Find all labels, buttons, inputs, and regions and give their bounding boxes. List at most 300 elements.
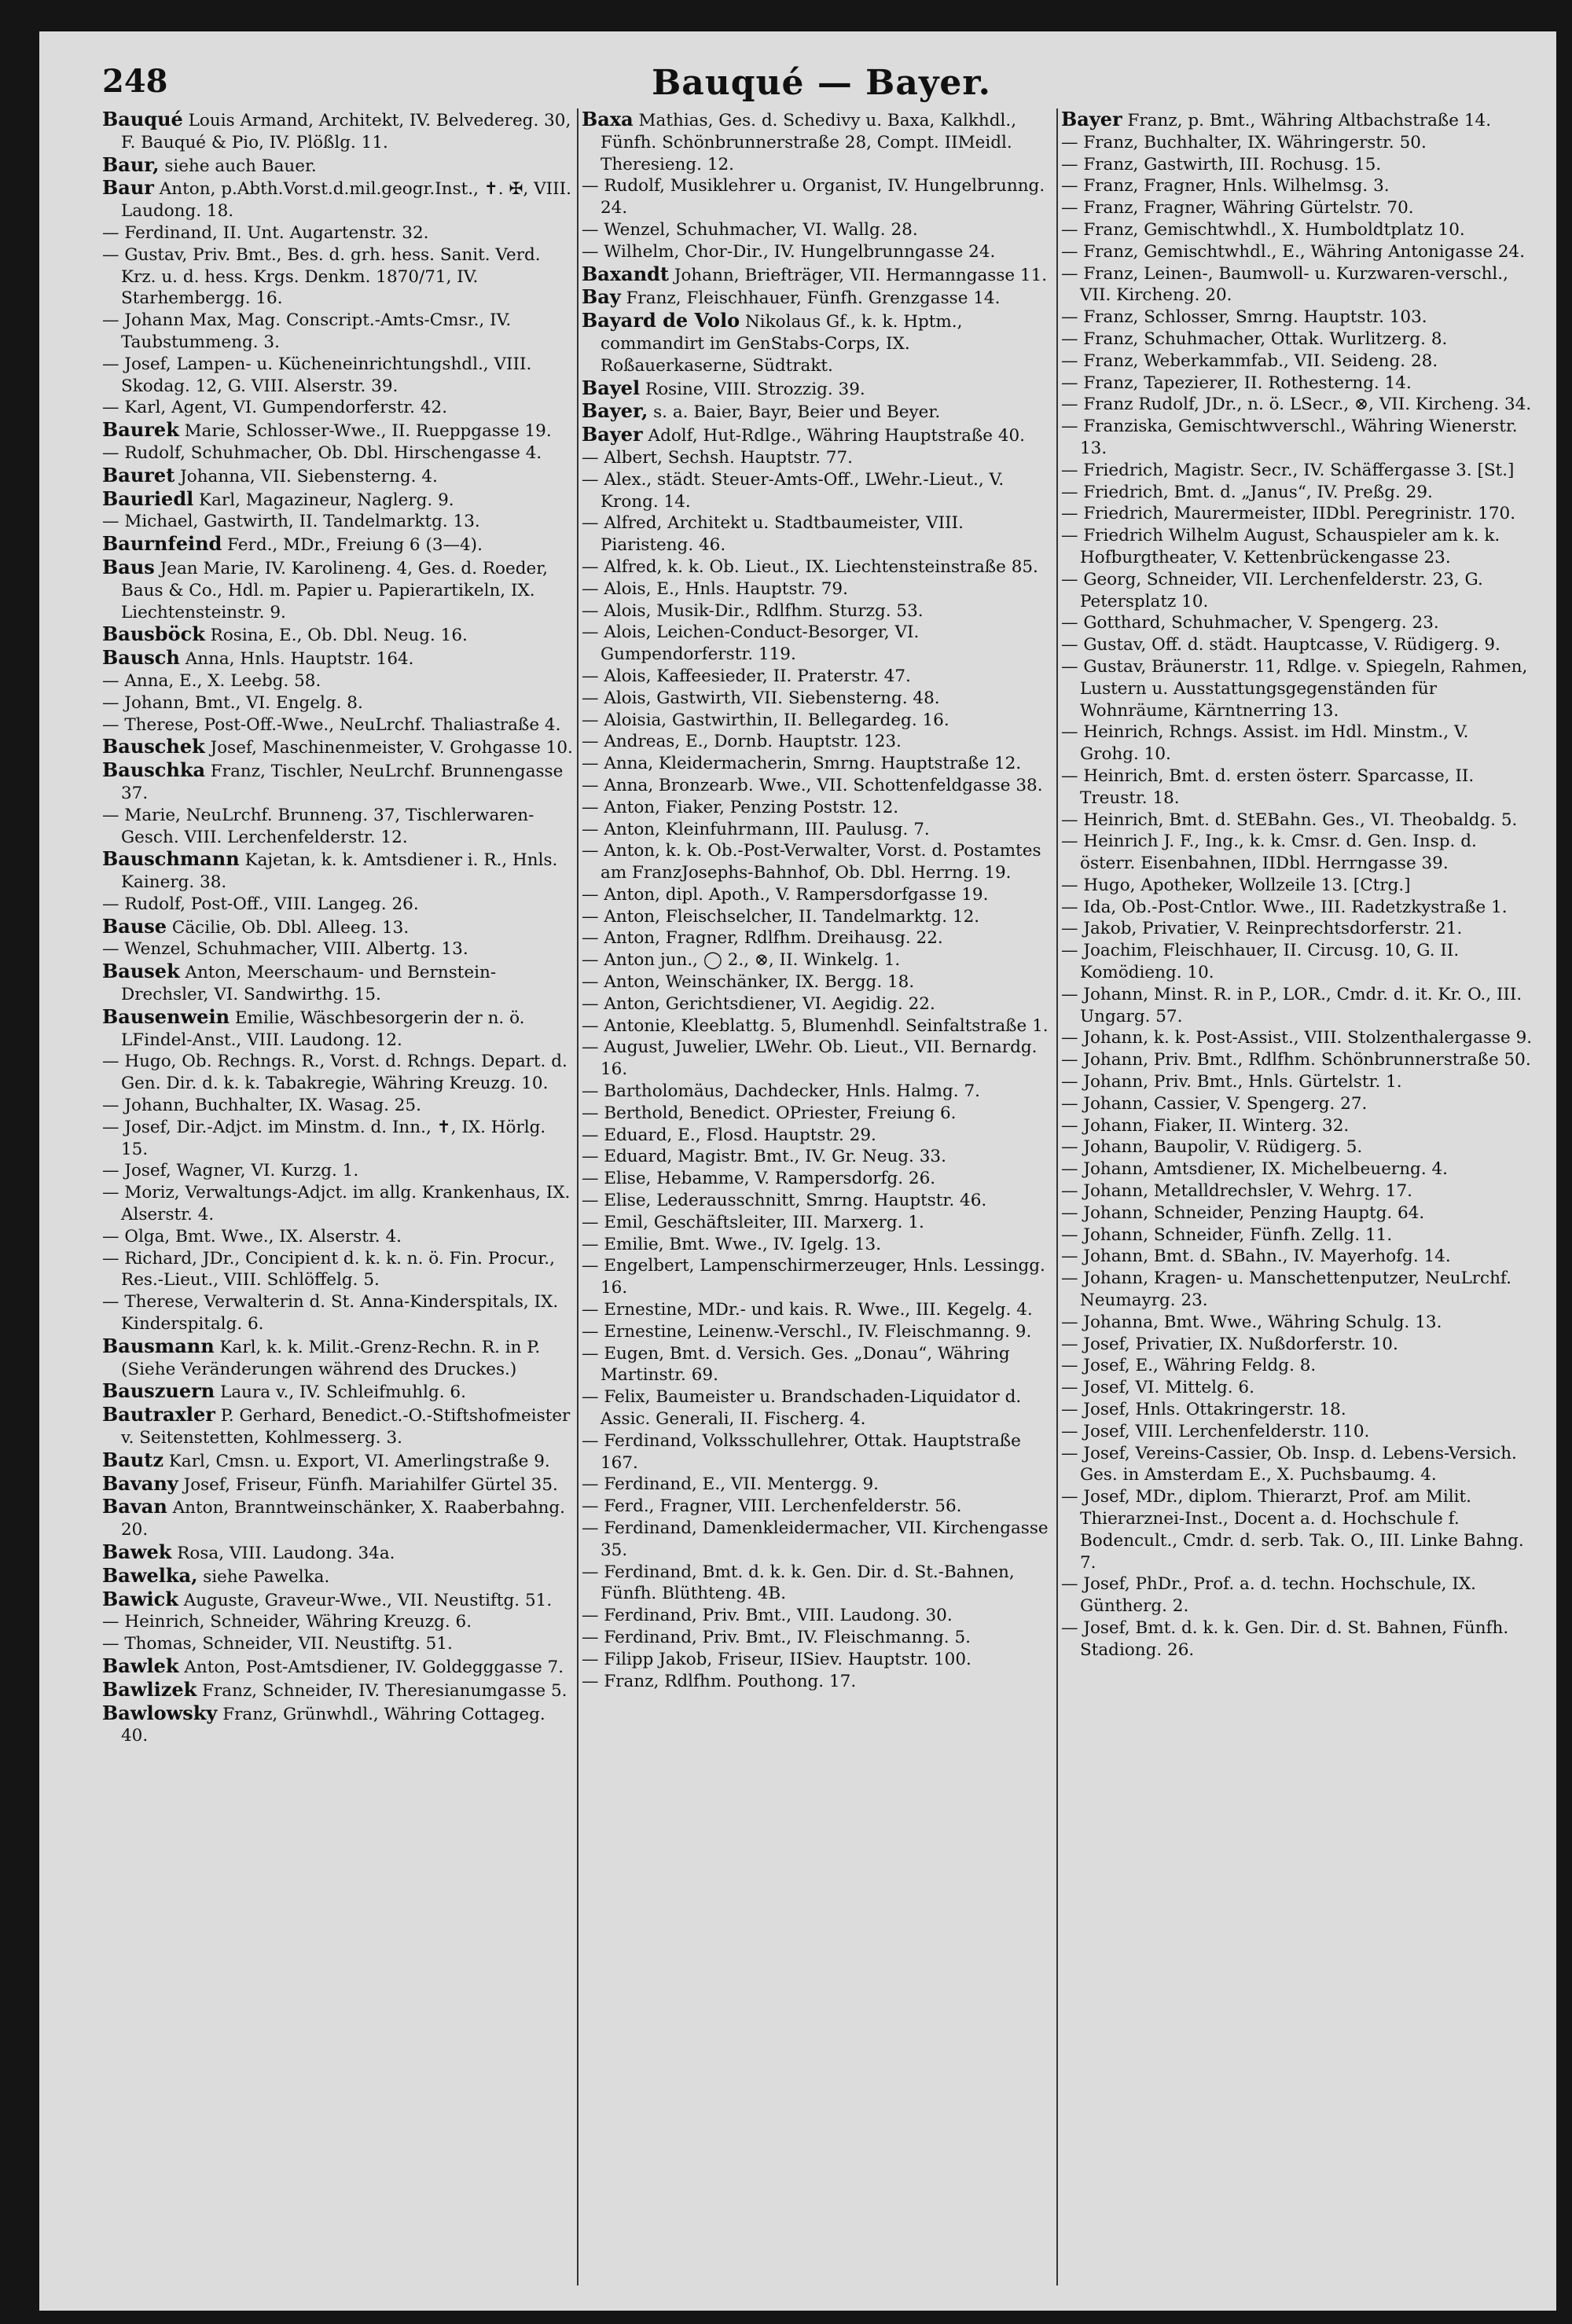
entry-text: s. a. Baier, Bayr, Beier und Beyer. [648,402,941,423]
entry-surname: Bayer [1061,108,1122,130]
entry-text: Laura v., IV. Schleifmuhlg. 6. [215,1382,466,1403]
directory-entry [1061,263,1533,307]
directory-entry [582,710,1053,732]
entry-text: — Franziska, Gemischtwverschl., Währing Wienerstr. 13. [1061,417,1518,458]
entry-text: — Aloisia, Gastwirthin, II. Bellegardeg. 16. [582,710,949,730]
entry-text: — Wilhelm, Chor-Dir., IV. Hungelbrunngasse 24. [582,241,996,262]
directory-entry [1061,351,1533,373]
column-middle [582,108,1053,2285]
entry-surname: Bawlizek [102,1677,197,1701]
entry-text: — Josef, MDr., diplom. Thierarzt, Prof. am Milit. Thierarznei-Inst., Docent a. d. Hochschule f. Bodencult., Cmdr. d. serb. Tak. O., III. Linke Bahng. 7. [1061,1487,1524,1573]
entry-text: — Johann, Bmt., VI. Engelg. 8. [102,692,363,713]
entry-text: — Albert, Sechsh. Hauptstr. 77. [582,447,853,468]
directory-entry [1061,1136,1533,1158]
directory-entry [102,647,574,670]
directory-entry [582,1103,1053,1125]
directory-entry [582,775,1053,797]
directory-entry [1061,503,1533,525]
directory-entry [102,1006,574,1052]
entry-text: P. Gerhard, Benedict.-O.-Stiftshofmeister v. Seitenstetten, Kohlmesserg. 3. [121,1406,571,1448]
directory-entry [1061,569,1533,613]
directory-entry [582,1474,1053,1496]
entry-text: — Friedrich, Bmt. d. „Janus“, IV. Preßg. 29. [1061,482,1433,502]
entry-text: — Josef, PhDr., Prof. a. d. techn. Hochschule, IX. Güntherg. 2. [1061,1574,1476,1617]
directory-entry [582,286,1053,310]
entry-text: Anton, p.Abth.Vorst.d.mil.geogr.Inst., ✝. ✠, VIII. Laudong. 18. [121,179,571,222]
entry-surname: Bauret [102,463,175,486]
entry-text: — Johann, Schneider, Penzing Hauptg. 64. [1061,1202,1425,1223]
entry-surname: Bautraxler [102,1403,215,1426]
entry-surname: Bause [102,914,167,938]
directory-entry [1061,721,1533,765]
entry-text: Anton, Meerschaum- und Bernstein-Drechsler, VI. Sandwirthg. 15. [121,963,497,1005]
entry-text: — Josef, Wagner, VI. Kurzg. 1. [102,1161,359,1181]
entry-surname: Bautz [102,1448,163,1471]
entry-text: — Ferdinand, II. Unt. Augartenstr. 32. [102,222,429,243]
directory-entry [1061,1421,1533,1443]
directory-entry [1061,394,1533,416]
entry-surname: Bavan [102,1495,167,1518]
entry-text: Cäcilie, Ob. Dbl. Alleeg. 13. [167,917,410,938]
directory-entry [1061,525,1533,569]
directory-entry [102,805,574,849]
entry-text: Nikolaus Gf., k. k. Hptm., commandirt im GenStabs-Corps, IX. Roßauerkaserne, Südtrakt. [601,312,963,376]
directory-entry [582,1190,1053,1212]
entry-text: — Alois, Kaffeesieder, II. Praterstr. 47. [582,666,911,686]
entry-text: — Franz, Gemischtwhdl., X. Humboldtplatz 10. [1061,219,1465,240]
directory-entry [1061,765,1533,810]
directory-entry [102,1404,574,1449]
entry-text: — Josef, Dir.-Adjct. im Minstm. d. Inn., ✝, IX. Hörlg. 15. [102,1117,546,1159]
directory-entry [1061,373,1533,395]
entry-surname: Bawlek [102,1654,179,1677]
directory-entry [1061,329,1533,351]
entry-text: Mathias, Ges. d. Schedivy u. Baxa, Kalkhdl., Fünfh. Schönbrunnerstraße 28, Compt. IIMeidl. Theresieng. 12. [601,111,1017,174]
page-header [102,63,1541,110]
entry-text: Anton, Post-Amtsdiener, IV. Goldegggasse 7. [178,1657,564,1677]
directory-entry [1061,1246,1533,1268]
entry-text: — Heinrich J. F., Ing., k. k. Cmsr. d. Gen. Insp. d. österr. Eisenbahnen, IIDbl. Herrngasse 39. [1061,832,1477,874]
entry-text: — Antonie, Kleeblattg. 5, Blumenhdl. Seinfaltstraße 1. [582,1015,1049,1036]
directory-entry [102,1565,574,1588]
entry-text: — Anna, Bronzearb. Wwe., VII. Schottenfeldgasse 38. [582,775,1043,795]
entry-text: — Rudolf, Schuhmacher, Ob. Dbl. Hirschengasse 4. [102,442,542,463]
directory-entry [102,397,574,419]
directory-entry [582,377,1053,401]
entry-text: — Gustav, Off. d. städt. Hauptcasse, V. Rüdigerg. 9. [1061,635,1500,655]
directory-entry [582,578,1053,600]
directory-entry [582,400,1053,424]
directory-entry [102,1702,574,1748]
entry-text: — Josef, Bmt. d. k. k. Gen. Dir. d. St. Bahnen, Fünfh. Stadiong. 26. [1061,1617,1509,1660]
entry-text: — Ferd., Fragner, VIII. Lerchenfelderstr. 56. [582,1496,962,1517]
directory-entry [1061,307,1533,329]
directory-entry [1061,219,1533,241]
directory-entry [582,1255,1053,1299]
entry-text: Kajetan, k. k. Amtsdiener i. R., Hnls. Kainerg. 38. [121,850,558,893]
column-right [1061,108,1533,2285]
entry-text: — Emil, Geschäftsleiter, III. Marxerg. 1. [582,1212,924,1232]
entry-text: Adolf, Hut-Rdlge., Währing Hauptstraße 40. [642,426,1026,446]
entry-text: Auguste, Graveur-Wwe., VII. Neustiftg. 51. [178,1590,553,1610]
entry-text: — August, Juwelier, LWehr. Ob. Lieut., VII. Bernardg. 16. [582,1037,1038,1080]
directory-entry [582,1168,1053,1190]
directory-entry [1061,1617,1533,1661]
entry-text: — Johanna, Bmt. Wwe., Währing Schulg. 13. [1061,1312,1442,1332]
directory-entry [1061,1268,1533,1312]
directory-entry [582,906,1053,928]
entry-text: — Alois, Leichen-Conduct-Besorger, VI. Gumpendorferstr. 119. [582,622,920,665]
directory-entry [582,219,1053,241]
directory-entry [102,1588,574,1612]
directory-entry [1061,1334,1533,1356]
directory-page [39,31,1556,2311]
directory-entry [102,692,574,714]
entry-text: Johanna, VII. Siebensterng. 4. [174,466,438,486]
entry-text: — Michael, Gastwirth, II. Tandelmarktg. 13. [102,512,480,532]
entry-text: — Franz, Leinen-, Baumwoll- u. Kurzwaren-verschl., VII. Kircheng. 20. [1061,263,1508,306]
entry-text: — Josef, Vereins-Cassier, Ob. Insp. d. Lebens-Versich. Ges. in Amsterdam E., X. Puchsbaumg. 4. [1061,1443,1517,1485]
directory-entry [1061,612,1533,634]
directory-entry [1061,1399,1533,1421]
entry-surname: Bavany [102,1471,178,1495]
directory-entry [582,447,1053,469]
entry-text: — Franz, Gemischtwhdl., E., Währing Antonigasse 24. [1061,241,1526,262]
directory-entry [582,424,1053,447]
directory-entry [582,310,1053,376]
directory-entry [582,1212,1053,1234]
entry-text: — Franz Rudolf, JDr., n. ö. LSecr., ⊗, VII. Kircheng. 34. [1061,395,1532,415]
entry-text: — Heinrich, Rchngs. Assist. im Hdl. Minstm., V. Grohg. 10. [1061,722,1469,765]
entry-surname: Bayel [582,376,641,399]
entry-text: Karl, k. k. Milit.-Grenz-Rechn. R. in P. (Siehe Veränderungen während des Druckes.) [121,1337,541,1379]
directory-entry [102,894,574,916]
directory-entry [1061,656,1533,721]
directory-entry [1061,1224,1533,1246]
directory-entry [582,688,1053,710]
directory-entry [1061,940,1533,984]
page-number: 248 [102,63,168,100]
entry-surname: Bayer [582,423,643,446]
entry-surname: Bauszuern [102,1379,215,1403]
directory-entry [102,488,574,512]
directory-entry [582,927,1053,949]
entry-text: — Friedrich, Maurermeister, IIDbl. Peregrinistr. 170. [1061,504,1516,524]
directory-entry [1061,1202,1533,1224]
entry-surname: Bausmann [102,1334,215,1357]
directory-entry [1061,1443,1533,1487]
entry-surname: Bawick [102,1587,178,1610]
entry-text: — Ferdinand, Bmt. d. k. k. Gen. Dir. d. St.-Bahnen, Fünfh. Blüthteng. 4B. [582,1562,1015,1604]
entry-surname: Bausenwein [102,1004,230,1028]
directory-entry [582,797,1053,819]
entry-text: — Elise, Hebamme, V. Rampersdorfg. 26. [582,1169,936,1189]
directory-entry [1061,1312,1533,1334]
directory-entry [1061,1573,1533,1617]
directory-entry [582,1125,1053,1147]
entry-text: Franz, Grünwhdl., Währing Cottageg. 40. [121,1704,545,1746]
entry-surname: Bauriedl [102,486,194,510]
entry-text: — Franz, Fragner, Währing Gürtelstr. 70. [1061,198,1414,218]
directory-entry [582,949,1053,971]
entry-text: — Alfred, k. k. Ob. Lieut., IX. Liechtensteinstraße 85. [582,556,1038,577]
entry-text: — Wenzel, Schuhmacher, VI. Wallg. 28. [582,219,918,240]
entry-text: Johann, Briefträger, VII. Hermanngasse 11. [669,265,1048,285]
directory-entry [102,154,574,178]
entry-text: Josef, Maschinenmeister, V. Grohgasse 10. [204,738,573,758]
entry-surname: Bawelka, [102,1563,198,1587]
entry-text: — Heinrich, Bmt. d. StEBahn. Ges., VI. Theobaldg. 5. [1061,810,1518,830]
entry-text: — Johann, Priv. Bmt., Rdlfhm. Schönbrunnerstraße 50. [1061,1050,1531,1070]
directory-entry [582,600,1053,622]
entry-text: — Marie, NeuLrchf. Brunneng. 37, Tischlerwaren-Gesch. VIII. Lerchenfelderstr. 12. [102,805,534,847]
entry-surname: Baxandt [582,262,670,285]
directory-entry [582,819,1053,841]
directory-entry [102,623,574,647]
entry-text: — Johann, Kragen- u. Manschettenputzer, NeuLrchf. Neumayrg. 23. [1061,1268,1511,1311]
entry-surname: Bayer, [582,399,648,423]
entry-text: — Franz, Tapezierer, II. Rothesterng. 14. [1061,373,1412,393]
directory-entry [102,1473,574,1496]
directory-entry [582,1671,1053,1693]
entry-text: — Ernestine, Leinenw.-Verschl., IV. Fleischmanng. 9. [582,1321,1032,1342]
directory-entry [582,731,1053,753]
entry-text: — Therese, Post-Off.-Wwe., NeuLrchf. Thaliastraße 4. [102,714,561,735]
entry-text: — Johann, Bmt. d. SBahn., IV. Mayerhofg. 14. [1061,1246,1451,1267]
entry-surname: Bayard de Volo [582,309,740,332]
directory-entry [582,993,1053,1015]
directory-entry [582,1430,1053,1474]
entry-text: Anton, Branntweinschänker, X. Raaberbahng. 20. [121,1498,566,1540]
entry-text: — Gustav, Bräunerstr. 11, Rdlge. v. Spiegeln, Rahmen, Lustern u. Ausstattungsgegenständen für Wohnräume, Kärntnerring 13. [1061,656,1528,721]
entry-text: — Johann, Cassier, V. Spengerg. 27. [1061,1093,1368,1114]
entry-text: — Therese, Verwalterin d. St. Anna-Kinderspitals, IX. Kinderspitalg. 6. [102,1292,559,1335]
entry-text: — Alois, Gastwirth, VII. Siebensterng. 48. [582,688,940,708]
directory-entry [1061,1115,1533,1137]
directory-entry [1061,460,1533,482]
directory-entry [1061,1093,1533,1115]
entry-text: — Engelbert, Lampenschirmerzeuger, Hnls. Lessingg. 16. [582,1256,1045,1298]
directory-entry [582,1649,1053,1671]
directory-entry [102,177,574,222]
entry-text: — Alex., städt. Steuer-Amts-Off., LWehr.-Lieut., V. Krong. 14. [582,469,1005,512]
entry-text: — Eduard, E., Flosd. Hauptstr. 29. [582,1125,876,1145]
directory-entry [1061,875,1533,897]
directory-entry [102,1182,574,1226]
entry-text: — Hugo, Apotheker, Wollzeile 13. [Ctrg.] [1061,875,1411,895]
entry-text: — Friedrich Wilhelm August, Schauspieler am k. k. Hofburgtheater, V. Kettenbrückengasse 23. [1061,526,1500,567]
directory-entry [582,1234,1053,1256]
entry-text: — Friedrich, Magistr. Secr., IV. Schäffergasse 3. [St.] [1061,460,1515,480]
entry-text: — Elise, Lederausschnitt, Smrng. Hauptstr. 46. [582,1191,987,1211]
directory-entry [1061,634,1533,656]
entry-text: Karl, Magazineur, Naglerg. 9. [193,490,454,510]
entry-text: — Anna, E., X. Leebg. 58. [102,670,321,691]
directory-entry [1061,108,1533,132]
entry-text: — Anton jun., ◯ 2., ⊗, II. Winkelg. 1. [582,950,901,971]
directory-entry [102,1380,574,1404]
entry-text: — Franz, Rdlfhm. Pouthong. 17. [582,1671,857,1691]
entry-text: — Bartholomäus, Dachdecker, Hnls. Halmg. 7. [582,1081,980,1102]
directory-entry [102,511,574,533]
directory-entry [102,736,574,759]
directory-entry [582,1321,1053,1343]
entry-surname: Bausch [102,646,180,670]
directory-entry [582,1627,1053,1649]
entry-text: — Olga, Bmt. Wwe., IX. Alserstr. 4. [102,1226,402,1246]
directory-entry [582,1518,1053,1562]
entry-text: — Josef, E., Währing Feldg. 8. [1061,1356,1317,1376]
entry-text: Rosine, VIII. Strozzig. 39. [640,379,865,399]
entry-surname: Bay [582,285,621,309]
entry-text: — Georg, Schneider, VII. Lerchenfelderstr. 23, G. Petersplatz 10. [1061,569,1483,611]
entry-surname: Bawek [102,1540,172,1563]
directory-entry [102,108,574,154]
entry-text: Rosina, E., Ob. Dbl. Neug. 16. [204,626,468,646]
entry-surname: Baur, [102,152,160,176]
entry-text: — Anton, Fiaker, Penzing Poststr. 12. [582,797,899,817]
entry-text: — Johann, Buchhalter, IX. Wasag. 25. [102,1096,421,1116]
directory-entry [1061,1355,1533,1377]
entry-text: — Josef, Privatier, IX. Nußdorferstr. 10. [1061,1334,1398,1354]
directory-entry [102,244,574,310]
entry-text: siehe Pawelka. [197,1566,330,1587]
entry-text: — Ferdinand, Priv. Bmt., VIII. Laudong. 30. [582,1606,953,1626]
entry-text: — Alfred, Architekt u. Stadtbaumeister, VIII. Piaristeng. 46. [582,513,964,556]
entry-text: — Ferdinand, Volksschullehrer, Ottak. Hauptstraße 167. [582,1430,1021,1473]
directory-entry [102,1449,574,1473]
directory-entry [102,222,574,244]
directory-entry [1061,154,1533,176]
directory-entry [102,1051,574,1095]
entry-surname: Bauschmann [102,847,240,871]
entry-text: — Anton, Fleischselcher, II. Tandelmarktg. 12. [582,906,980,927]
directory-entry [102,533,574,556]
directory-entry [582,469,1053,513]
directory-entry [102,759,574,805]
directory-entry [102,1160,574,1182]
entry-text: Louis Armand, Architekt, IV. Belvedereg. 30, F. Bauqué & Pio, IV. Plößlg. 11. [121,111,571,152]
directory-entry [582,622,1053,666]
entry-text: — Josef, VI. Mittelg. 6. [1061,1378,1254,1398]
directory-entry [582,840,1053,884]
entry-text: — Filipp Jakob, Friseur, IISiev. Hauptstr. 100. [582,1649,971,1669]
entry-text: — Moriz, Verwaltungs-Adjct. im allg. Krankenhaus, IX. Alserstr. 4. [102,1183,571,1225]
entry-text: Jean Marie, IV. Karolineng. 4, Ges. d. Roeder, Baus & Co., Hdl. m. Papier u. Papierartikeln, IX. Liechtensteinstr. 9. [121,558,548,622]
entry-text: — Anton, dipl. Apoth., V. Rampersdorfgasse 19. [582,884,989,905]
entry-text: — Josef, Lampen- u. Kücheneinrichtungshdl., VIII. Skodag. 12, G. VIII. Alserstr. 39. [102,354,532,396]
directory-entry [1061,918,1533,940]
directory-entry [102,354,574,398]
entry-text: Franz, Tischler, NeuLrchf. Brunnengasse 37. [121,762,564,803]
directory-entry [1061,1180,1533,1202]
entry-text: — Johann, k. k. Post-Assist., VIII. Stolzenthalergasse 9. [1061,1028,1533,1048]
directory-entry [582,1496,1053,1518]
directory-entry [1061,132,1533,154]
entry-text: siehe auch Bauer. [159,156,317,176]
entry-text: — Ernestine, MDr.- und kais. R. Wwe., III. Kegelg. 4. [582,1300,1033,1320]
directory-entry [102,419,574,442]
directory-entry [102,1633,574,1655]
entry-text: — Thomas, Schneider, VII. Neustiftg. 51. [102,1634,453,1654]
entry-text: — Anton, Gerichtsdiener, VI. Aegidig. 22. [582,993,935,1014]
directory-entry [102,1655,574,1679]
directory-entry [102,464,574,488]
entry-surname: Baur [102,176,154,200]
entry-text: Marie, Schlosser-Wwe., II. Rueppgasse 19. [178,421,552,442]
entry-text: — Heinrich, Schneider, Währing Kreuzg. 6. [102,1612,472,1632]
directory-entry [582,1343,1053,1387]
entry-text: — Johann, Schneider, Fünfh. Zellg. 11. [1061,1224,1393,1245]
entry-text: — Jakob, Privatier, V. Reinprechtsdorferstr. 21. [1061,919,1463,939]
directory-entry [102,1611,574,1633]
directory-entry [582,512,1053,556]
entry-text: — Hugo, Ob. Rechngs. R., Vorst. d. Rchngs. Depart. d. Gen. Dir. d. k. k. Tabakregie, Währing Kreuzg. 10. [102,1052,567,1094]
directory-entry [102,1095,574,1117]
column-left [102,108,574,2285]
directory-entry [102,1335,574,1381]
directory-entry [102,1541,574,1565]
entry-text: — Andreas, E., Dornb. Hauptstr. 123. [582,732,902,752]
directory-entry [582,1037,1053,1081]
entry-text: — Anton, Kleinfuhrmann, III. Paulusg. 7. [582,819,930,839]
entry-text: Franz, Schneider, IV. Theresianumgasse 5. [196,1680,567,1701]
entry-surname: Bausek [102,960,180,983]
directory-entry [582,1081,1053,1103]
directory-entry [1061,482,1533,504]
directory-entry [102,714,574,736]
entry-surname: Baurek [102,418,179,442]
directory-entry [102,1248,574,1292]
directory-entry [102,1226,574,1248]
entry-text: — Gustav, Priv. Bmt., Bes. d. grh. hess. Sanit. Verd. Krz. u. d. hess. Krgs. Denkm. 1870/71, IV. Starhembergg. 16. [102,244,541,309]
directory-entry [582,1146,1053,1168]
directory-entry [582,1015,1053,1037]
directory-entry [582,1562,1053,1606]
directory-entry [1061,416,1533,460]
directory-entry [582,884,1053,906]
entry-text: — Anton, k. k. Ob.-Post-Verwalter, Vorst. d. Postamtes am FranzJosephs-Bahnhof, Ob. Dbl. Herrng. 19. [582,841,1041,883]
directory-entry [102,916,574,939]
entry-text: — Eduard, Magistr. Bmt., IV. Gr. Neug. 33. [582,1147,946,1167]
directory-entry [1061,241,1533,263]
directory-entry [582,1386,1053,1430]
directory-entry [1061,1158,1533,1180]
entry-text: — Franz, Schlosser, Smrng. Hauptstr. 103. [1061,307,1427,328]
directory-entry [102,670,574,692]
entry-surname: Baus [102,555,155,578]
entry-text: — Ida, Ob.-Post-Cntlor. Wwe., III. Radetzkystraße 1. [1061,897,1508,917]
directory-entry [1061,1027,1533,1049]
entry-text: — Berthold, Benedict. OPriester, Freiung 6. [582,1103,957,1123]
entry-text: — Johann, Amtsdiener, IX. Michelbeuerng. 4. [1061,1159,1449,1180]
directory-entry [1061,831,1533,875]
entry-surname: Baxa [582,108,634,130]
entry-text: — Ferdinand, Damenkleidermacher, VII. Kirchengasse 35. [582,1518,1049,1560]
entry-text: Franz, Fleischhauer, Fünfh. Grenzgasse 14. [620,288,1001,309]
entry-text: — Anton, Fragner, Rdlfhm. Dreihausg. 22. [582,928,943,949]
entry-surname: Bauschka [102,758,206,782]
entry-text: — Johann, Fiaker, II. Winterg. 32. [1061,1115,1350,1136]
entry-text: — Heinrich, Bmt. d. ersten österr. Sparcasse, II. Treustr. 18. [1061,765,1475,808]
directory-entry [102,1291,574,1335]
directory-entry [102,960,574,1006]
entry-text: — Johann Max, Mag. Conscript.-Amts-Cmsr., IV. Taubstummeng. 3. [102,310,512,352]
entry-text: — Wenzel, Schuhmacher, VIII. Albertg. 13. [102,939,468,960]
entry-text: — Josef, Hnls. Ottakringerstr. 18. [1061,1400,1346,1420]
directory-entry [1061,1071,1533,1093]
entry-text: — Johann, Priv. Bmt., Hnls. Gürtelstr. 1. [1061,1072,1402,1092]
